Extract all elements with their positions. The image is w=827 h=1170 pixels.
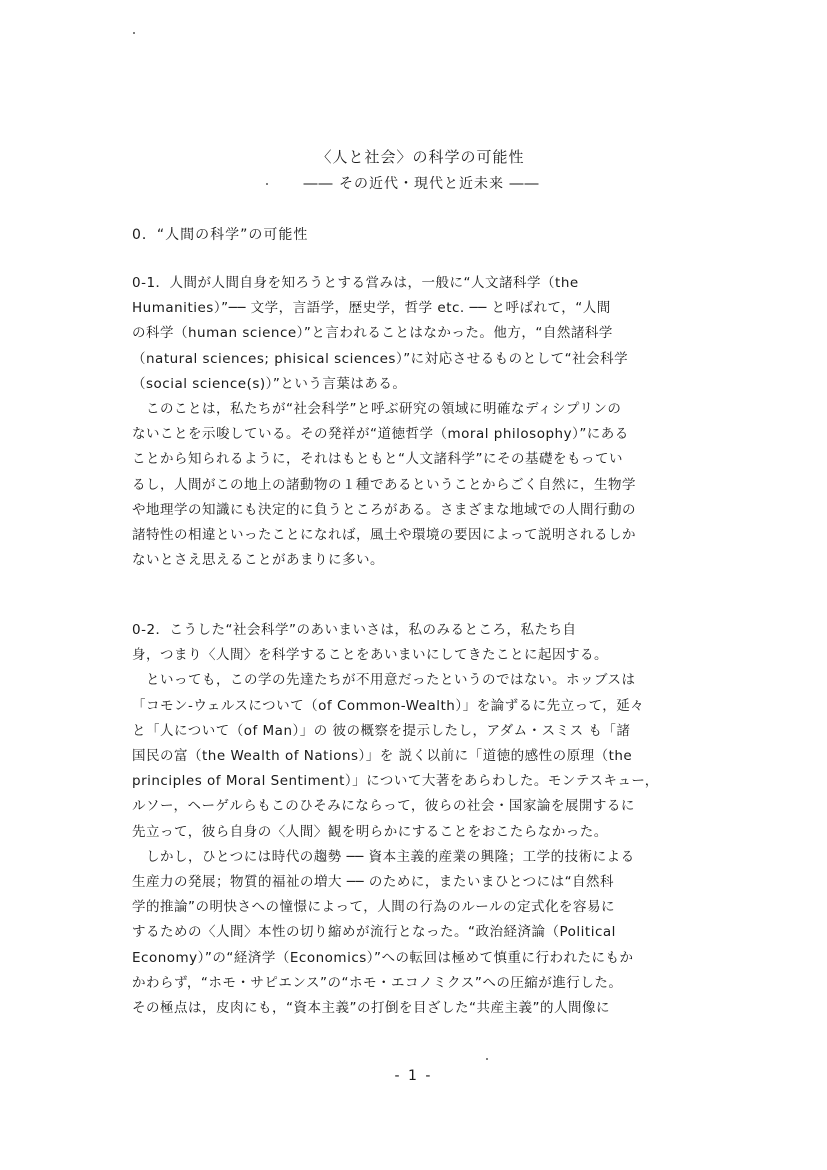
page-title: 〈人と社会〉の科学の可能性 — [316, 148, 525, 166]
text-line: 先立って，彼ら自身の〈人間〉観を明らかにすることをおこたらなかった。 — [132, 823, 608, 840]
text-line: するための〈人間〉本性の切り縮めが流行となった。“政治経済論（Political — [132, 924, 616, 941]
text-line: かわらず，“ホモ・サピエンス”の“ホモ・エコノミクス”への圧縮が進行した。 — [132, 974, 623, 991]
text-line: 国民の富（the Wealth of Nations）」を 説く以前に「道徳的感性の原理（the — [132, 748, 633, 765]
text-line: や地理学の知識にも決定的に負うところがある。さまざまな地域での人間行動の — [132, 501, 636, 518]
paragraph-0-1 — [132, 271, 712, 397]
scan-speck — [266, 183, 268, 185]
text-line: の科学（human science）”と言われることはなかった。他方，“自然諸科学 — [132, 325, 613, 342]
text-line: といっても，この学の先達たちが不用意だったというのではない。ホッブスは — [132, 672, 636, 689]
text-line: と「人について（of Man）」の 彼の概察を提示したし，アダム・スミス も「諸 — [132, 722, 631, 739]
page-subtitle: ―― その近代・現代と近未来 ―― — [303, 176, 540, 192]
text-line: 生産力の発展；物質的福祉の増大 ── のために，またいまひとつには“自然科 — [132, 874, 615, 891]
text-line: （social science(s)）”という言葉はある。 — [132, 375, 407, 392]
scan-speck — [133, 32, 135, 34]
text-line: ことから知られるように，それはもともと“人文諸科学”にその基礎をもってい — [132, 451, 623, 468]
text-line: principles of Moral Sentiment）」について大著をあらわした。モンテスキュー， — [132, 773, 659, 790]
text-line: その極点は，皮肉にも，“資本主義”の打倒を目ざした“共産主義”的人間像に — [132, 1000, 610, 1017]
section-heading: 0．“人間の科学”の可能性 — [132, 227, 309, 243]
text-line: るし，人間がこの地上の諸動物の１種であるということからごく自然に，生物学 — [132, 476, 636, 493]
text-line: ないことを示唆している。その発祥が“道徳哲学（moral philosophy）”にある — [132, 426, 629, 443]
text-line: 諸特性の相違といったことになれば，風土や環境の要因によって説明されるしか — [132, 527, 636, 544]
page-number: - 1 - — [394, 1068, 433, 1084]
text-line: ルソー，ヘーゲルらもこのひそみにならって，彼らの社会・国家論を展開するに — [132, 798, 635, 815]
text-line: 0-1．人間が人間自身を知ろうとする営みは，一般に“人文諸科学（the — [132, 275, 579, 291]
text-line: Humanities）”── 文学，言語学，歴史学，哲学 etc. ── と呼ばれて，“人間 — [132, 300, 611, 317]
text-line: 0-2．こうした“社会科学”のあいまいさは，私のみるところ，私たち自 — [132, 622, 577, 638]
paragraph-0-1-continued — [132, 397, 712, 573]
text-line: 「コモン-ウェルスについて（of Common-Wealth）」を論ずるに先立って，延々 — [132, 697, 645, 714]
text-line: しかし，ひとつには時代の趨勢 ── 資本主義的産業の興隆；工学的技術による — [132, 848, 635, 865]
text-line: 身，つまり〈人間〉を科学することをあいまいにしてきたことに起因する。 — [132, 647, 608, 664]
text-line: Economy）”の“経済学（Economics）”への転回は極めて慎重に行われたにもか — [132, 949, 634, 966]
paragraph-0-2 — [132, 618, 712, 1021]
text-line: （natural sciences; phisical sciences）”に対応させるものとして“社会科学 — [132, 350, 629, 367]
scan-speck — [486, 1058, 488, 1060]
text-line: 学的推論”の明快さへの憧憬によって，人間の行為のルールの定式化を容易に — [132, 899, 615, 916]
text-line: このことは，私たちが“社会科学”と呼ぶ研究の領域に明確なディシプリンの — [132, 401, 622, 417]
text-line: ないとさえ思えることがあまりに多い。 — [132, 552, 384, 569]
